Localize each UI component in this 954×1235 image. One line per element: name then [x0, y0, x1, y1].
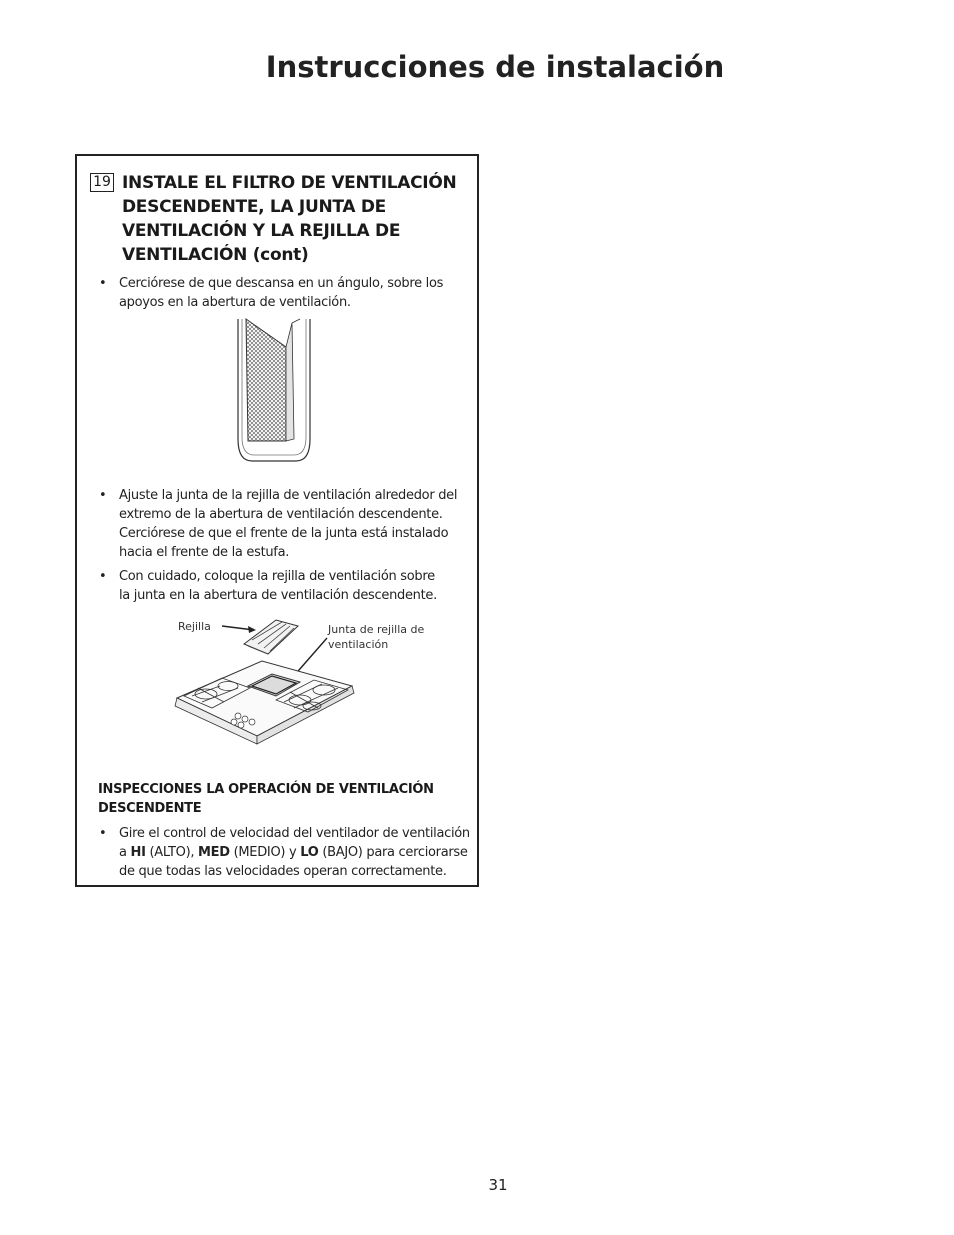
grille — [244, 620, 298, 654]
vent-filter-illustration — [232, 319, 322, 467]
bullet-item — [99, 274, 477, 312]
installation-step-box — [75, 154, 479, 887]
bullet-item — [99, 567, 444, 605]
bullet-text: Con cuidado, coloque la rejilla de ventilación sobre la junta en la abertura de ventilación descendente. — [119, 569, 437, 603]
step-number: 19 — [90, 173, 114, 192]
bullet-text: Cerciórese de que descansa en un ángulo, sobre los apoyos en la abertura de ventilación. — [119, 276, 444, 310]
grille-arrowhead — [248, 626, 256, 633]
gasket-label: Junta de rejilla de ventilación — [328, 623, 425, 651]
filter-mesh — [246, 319, 286, 441]
med-setting: MED — [198, 845, 230, 860]
grille-label: Rejilla — [178, 620, 211, 633]
bullet-text: Ajuste la junta de la rejilla de ventilación alrededor del extremo de la abertura de ventilación descendente. Cerciórese de que el frente de la junta está instalado hacia el frente de la estufa. — [119, 488, 458, 560]
bullet-item — [99, 486, 477, 562]
bullet-dot: • — [99, 488, 107, 503]
filter-support-line — [292, 319, 300, 323]
bullet-dot: • — [99, 826, 107, 841]
filter-frame — [286, 323, 294, 441]
bullet-dot: • — [99, 569, 107, 584]
inspection-bullet-text: Gire el control de velocidad del ventilador de ventilación a HI (ALTO), MED (MEDIO) y LO (BAJO) para cerciorarse de que todas las velocidades operan correctamente. — [119, 826, 470, 879]
bullet-item — [99, 824, 477, 881]
inspection-heading: INSPECCIONES LA OPERACIÓN DE VENTILACIÓN DESCENDENTE — [98, 782, 434, 816]
cooktop-illustration — [172, 616, 362, 756]
step-heading: INSTALE EL FILTRO DE VENTILACIÓN DESCENDENTE, LA JUNTA DE VENTILACIÓN Y LA REJILLA DE VENTILACIÓN (cont) — [122, 173, 457, 265]
page-title: Instrucciones de instalación — [265, 50, 725, 84]
lo-setting: LO — [300, 845, 319, 860]
bullet-dot: • — [99, 276, 107, 291]
hi-setting: HI — [130, 845, 146, 860]
page-number: 31 — [488, 1176, 508, 1194]
